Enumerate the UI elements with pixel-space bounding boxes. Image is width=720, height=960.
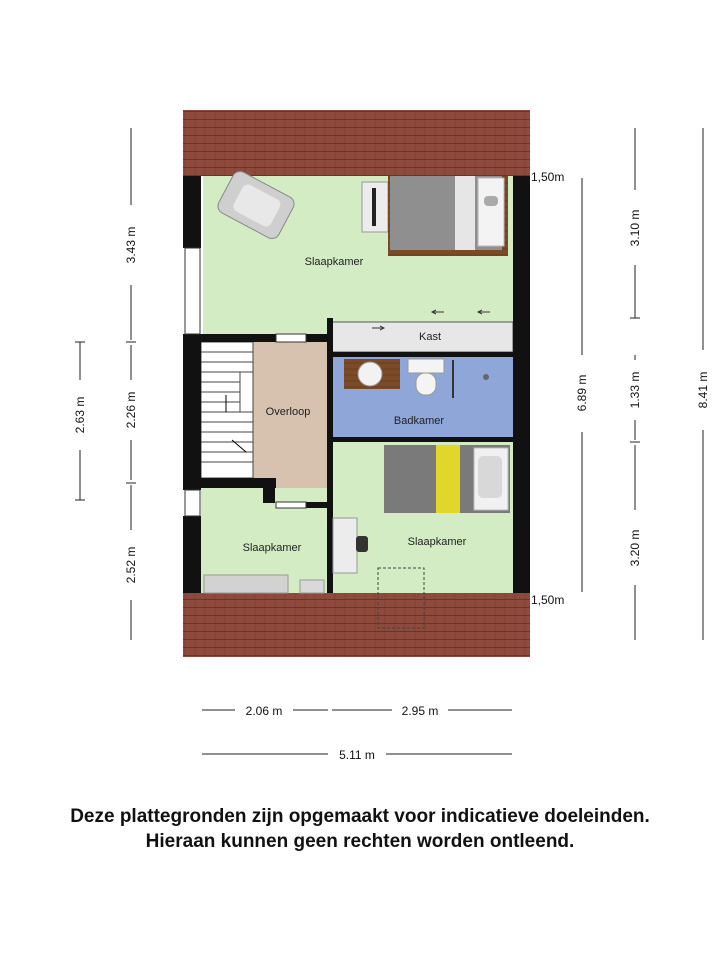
toilet-bowl-icon	[416, 373, 436, 395]
disclaimer-line-1: Deze plattegronden zijn opgemaakt voor indicatieve doeleinden.	[70, 806, 650, 827]
room-label-badkamer: Badkamer	[393, 415, 445, 427]
dim-right-bottom: 3.20 m	[628, 529, 642, 567]
cabinet-icon	[300, 580, 324, 593]
dim-left-outer: 2.63 m	[73, 396, 87, 434]
dim-bottom-left: 2.06 m	[245, 704, 283, 718]
dim-left-top: 3.43 m	[124, 226, 138, 264]
toilet-icon	[408, 359, 444, 373]
monitor-icon	[372, 188, 376, 226]
bed-bottom-icon	[384, 445, 510, 513]
dim-right-inner: 6.89 m	[575, 374, 589, 412]
chair-icon	[356, 536, 368, 552]
roof-bottom	[183, 593, 530, 657]
bed-top-icon	[388, 176, 508, 256]
room-label-slaapkamer-top: Slaapkamer	[304, 256, 364, 268]
room-label-overloop: Overloop	[265, 406, 311, 418]
dim-right-outer: 8.41 m	[696, 371, 710, 409]
room-label-slaapkamer-right: Slaapkamer	[407, 536, 467, 548]
dim-right-mid: 1.33 m	[628, 371, 642, 409]
disclaimer-line-2: Hieraan kunnen geen rechten worden ontleend.	[145, 831, 575, 852]
room-label-slaapkamer-left: Slaapkamer	[242, 542, 302, 554]
shower-drain-icon	[483, 374, 489, 380]
dim-bottom-right: 2.95 m	[401, 704, 439, 718]
dim-right-top: 3.10 m	[628, 209, 642, 247]
dim-bottom-total: 5.11 m	[339, 748, 375, 762]
dim-left-mid: 2.26 m	[124, 391, 138, 429]
sofa-icon	[204, 575, 288, 593]
dim-height-top: 1,50m	[531, 170, 565, 184]
desk-bottom-icon	[333, 518, 357, 573]
roof-top	[183, 110, 530, 176]
disclaimer	[0, 804, 720, 854]
dim-height-bottom: 1,50m	[531, 593, 565, 607]
dim-left-bottom: 2.52 m	[124, 546, 138, 584]
sink-icon	[344, 359, 400, 389]
room-label-kast: Kast	[418, 331, 442, 343]
